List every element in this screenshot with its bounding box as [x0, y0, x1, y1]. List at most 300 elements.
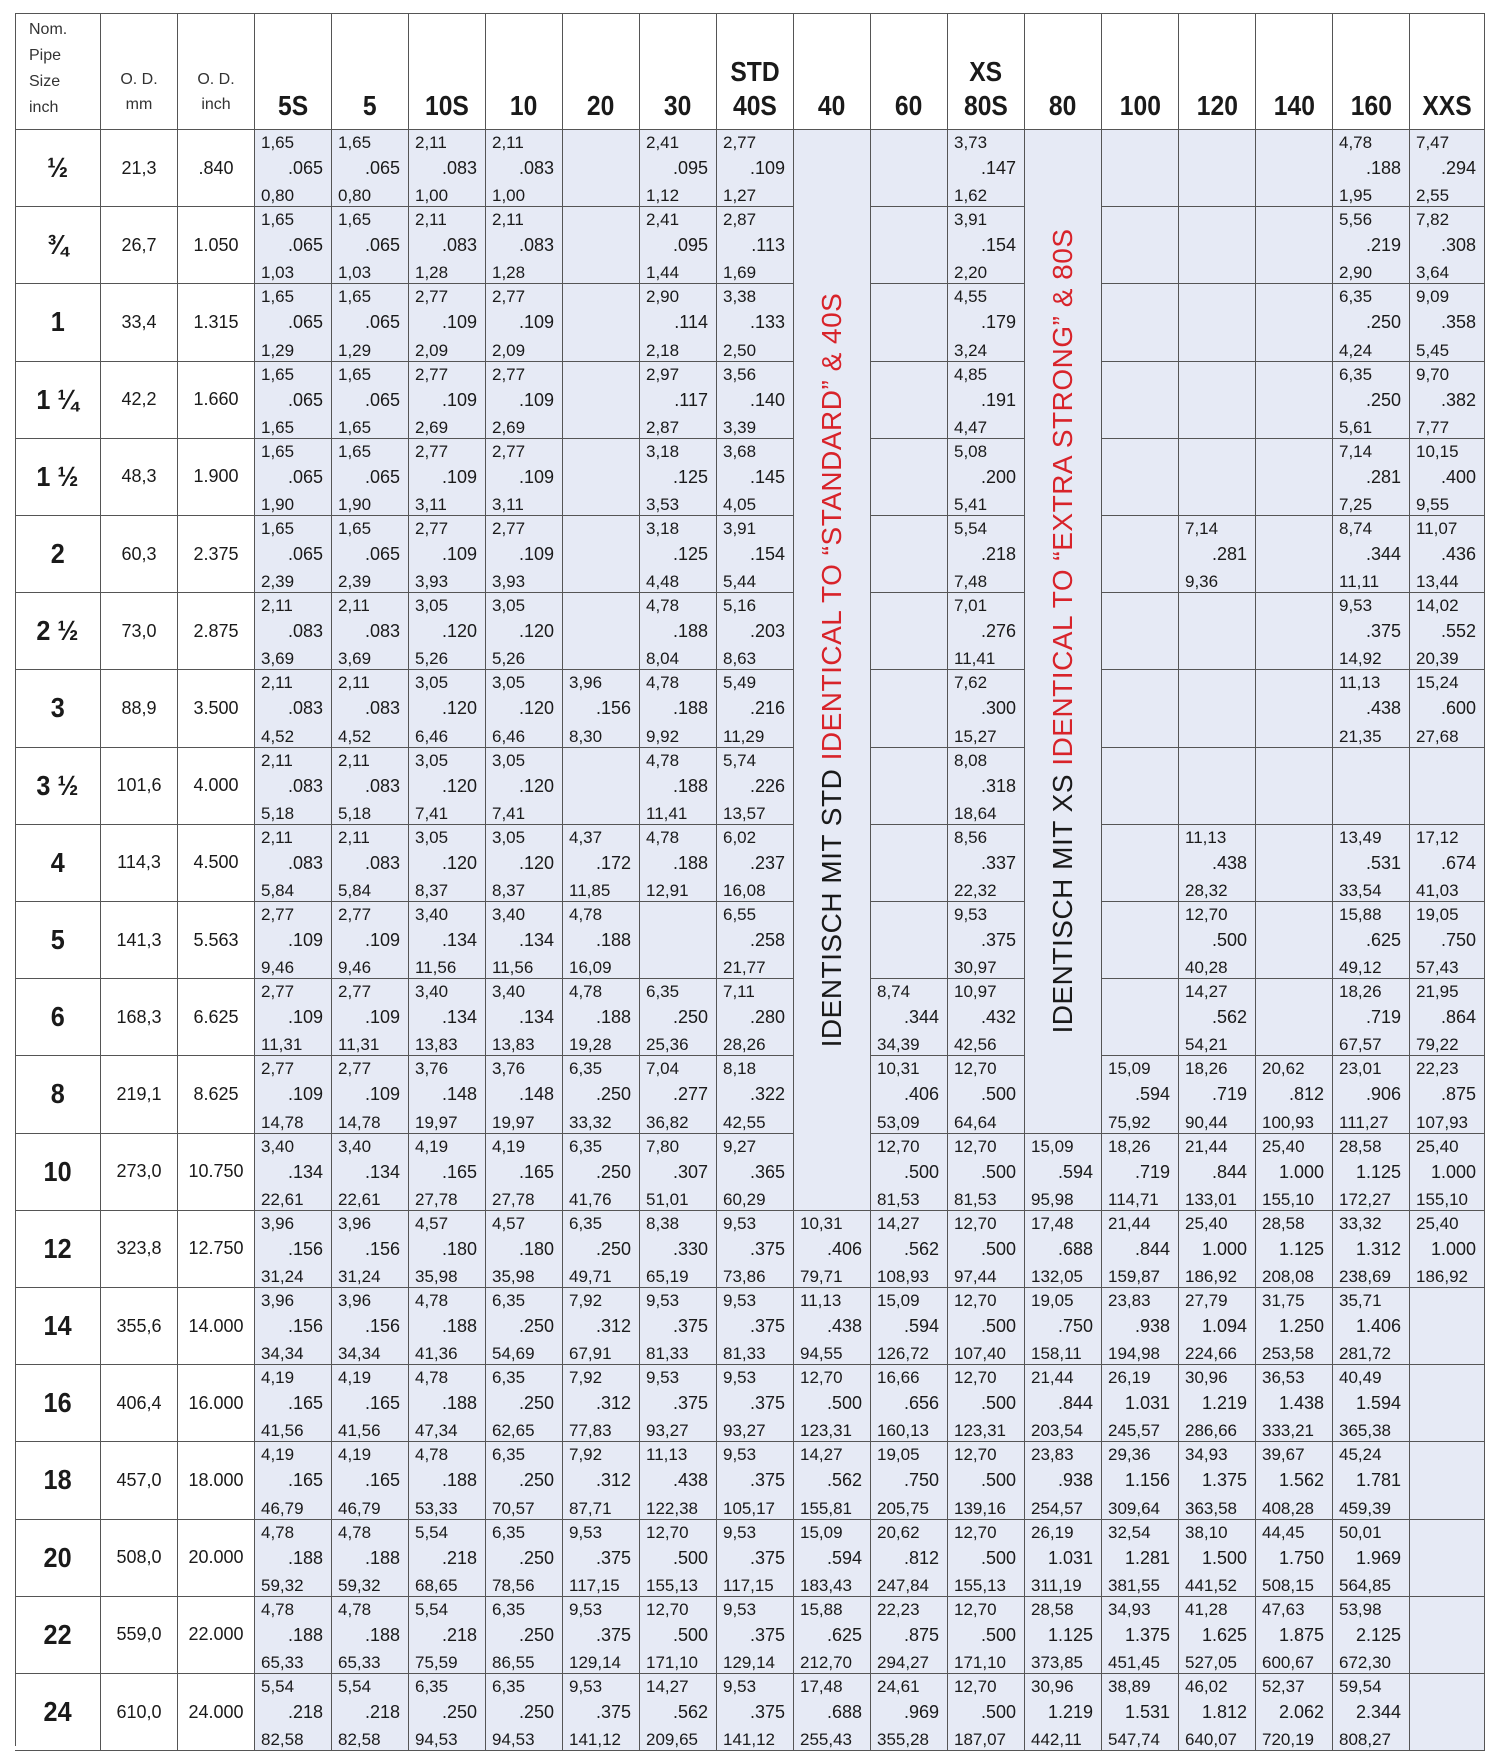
wall-thickness-mm: 1,65: [338, 364, 372, 384]
weight-kg-per-m: 1,62: [954, 186, 988, 206]
empty-cell: [1256, 284, 1333, 361]
wall-thickness-inch: .500: [980, 1393, 1016, 1414]
weight-kg-per-m: 172,27: [1339, 1189, 1391, 1209]
weight-kg-per-m: 94,53: [492, 1730, 535, 1750]
empty-cell: [563, 593, 640, 670]
weight-kg-per-m: 41,56: [261, 1421, 304, 1441]
wall-thickness-mm: 15,09: [1108, 1059, 1151, 1079]
nominal-size-label: ½: [46, 152, 69, 184]
weight-kg-per-m: 90,44: [1185, 1112, 1228, 1132]
wall-thickness-inch: .500: [980, 1238, 1016, 1259]
weight-kg-per-m: 4,48: [646, 572, 680, 592]
weight-kg-per-m: 11,29: [723, 726, 765, 746]
empty-cell: [1102, 670, 1179, 747]
wall-thickness-mm: 18,26: [1185, 1059, 1228, 1079]
weight-kg-per-m: 79,22: [1416, 1035, 1459, 1055]
wall-thickness-cell: [563, 1597, 640, 1674]
wall-thickness-inch: 1.781: [1355, 1470, 1401, 1491]
weight-kg-per-m: 2,69: [415, 417, 449, 437]
empty-cell: [1256, 902, 1333, 979]
wall-thickness-cell: [640, 516, 717, 593]
wall-thickness-cell: [948, 748, 1025, 825]
wall-thickness-mm: 9,53: [723, 1213, 757, 1233]
weight-kg-per-m: 15,27: [954, 726, 997, 746]
wall-thickness-cell: [563, 1365, 640, 1442]
wall-thickness-mm: 47,63: [1262, 1599, 1305, 1619]
weight-kg-per-m: 203,54: [1031, 1421, 1083, 1441]
header-schedule: [640, 13, 717, 130]
weight-kg-per-m: 208,08: [1262, 1266, 1314, 1286]
wall-thickness-cell: [1333, 1365, 1410, 1442]
wall-thickness-inch: .438: [1365, 698, 1401, 719]
wall-thickness-mm: 3,05: [492, 596, 526, 616]
wall-thickness-mm: 25,40: [1416, 1213, 1459, 1233]
nominal-size-label: 1 ¼: [36, 383, 79, 415]
wall-thickness-inch: .594: [1134, 1084, 1170, 1105]
wall-thickness-inch: .180: [441, 1238, 477, 1259]
wall-thickness-cell: [409, 284, 486, 361]
weight-kg-per-m: 75,59: [415, 1652, 458, 1672]
od-inch: [178, 1520, 255, 1597]
weight-kg-per-m: 7,41: [415, 803, 449, 823]
weight-kg-per-m: 1,90: [338, 494, 372, 514]
wall-thickness-inch: .109: [518, 312, 554, 333]
wall-thickness-inch: .134: [441, 930, 477, 951]
nominal-size: [15, 825, 101, 902]
wall-thickness-inch: .188: [287, 1547, 323, 1568]
weight-kg-per-m: 41,56: [338, 1421, 381, 1441]
wall-thickness-cell: [332, 130, 409, 207]
wall-thickness-inch: .120: [518, 621, 554, 642]
weight-kg-per-m: 19,97: [415, 1112, 458, 1132]
weight-kg-per-m: 160,13: [877, 1421, 929, 1441]
wall-thickness-cell: [1179, 1288, 1256, 1365]
weight-kg-per-m: 187,07: [954, 1730, 1006, 1750]
wall-thickness-cell: [1025, 1288, 1102, 1365]
nominal-size: [15, 1056, 101, 1133]
wall-thickness-cell: [1256, 1597, 1333, 1674]
weight-kg-per-m: 155,10: [1416, 1189, 1468, 1209]
od-mm: [101, 1442, 178, 1519]
wall-thickness-mm: 11,13: [800, 1291, 842, 1310]
wall-thickness-inch: .308: [1440, 235, 1476, 256]
od-inch-value: 12.750: [188, 1238, 244, 1259]
od-mm: [101, 1365, 178, 1442]
od-inch: [178, 1134, 255, 1211]
nominal-size: [15, 1520, 101, 1597]
wall-thickness-cell: [717, 1288, 794, 1365]
weight-kg-per-m: 21,77: [723, 958, 766, 978]
wall-thickness-cell: [1333, 1520, 1410, 1597]
od-inch-value: 1.050: [193, 234, 239, 255]
header-schedule-label: STD: [730, 56, 780, 87]
wall-thickness-inch: .145: [749, 466, 785, 487]
wall-thickness-mm: 35,71: [1339, 1291, 1382, 1310]
weight-kg-per-m: 2,18: [646, 340, 680, 360]
wall-thickness-inch: .188: [287, 1624, 323, 1645]
wall-thickness-cell: [409, 130, 486, 207]
wall-thickness-cell: [1333, 902, 1410, 979]
wall-thickness-mm: 30,96: [1185, 1368, 1228, 1388]
wall-thickness-inch: .218: [364, 1702, 400, 1723]
weight-kg-per-m: 59,32: [338, 1575, 381, 1595]
od-inch-value: 2.875: [193, 620, 239, 641]
wall-thickness-inch: .065: [287, 158, 323, 179]
od-mm-value: 273,0: [116, 1161, 162, 1182]
wall-thickness-cell: [717, 1520, 794, 1597]
weight-kg-per-m: 5,41: [954, 494, 988, 514]
wall-thickness-inch: .188: [672, 775, 708, 796]
header-schedule-label: 10S: [425, 90, 469, 121]
wall-thickness-inch: .156: [364, 1316, 400, 1337]
weight-kg-per-m: 31,24: [338, 1266, 381, 1286]
wall-thickness-mm: 4,19: [261, 1445, 295, 1465]
weight-kg-per-m: 70,57: [492, 1498, 535, 1518]
wall-thickness-mm: 20,62: [1262, 1059, 1305, 1079]
wall-thickness-cell: [1410, 1211, 1485, 1288]
wall-thickness-mm: 2,77: [415, 287, 449, 307]
wall-thickness-cell: [794, 1520, 871, 1597]
weight-kg-per-m: 8,63: [723, 649, 757, 669]
od-mm-value: 219,1: [116, 1083, 162, 1104]
wall-thickness-inch: .134: [518, 930, 554, 951]
wall-thickness-inch: .844: [1057, 1393, 1093, 1414]
weight-kg-per-m: 33,54: [1339, 880, 1382, 900]
wall-thickness-mm: 2,11: [338, 673, 370, 693]
wall-thickness-mm: 21,44: [1031, 1368, 1074, 1388]
wall-thickness-mm: 3,56: [723, 364, 757, 384]
weight-kg-per-m: 3,69: [261, 649, 295, 669]
od-inch: [178, 130, 255, 207]
weight-kg-per-m: 81,53: [877, 1189, 920, 1209]
wall-thickness-mm: 8,08: [954, 750, 988, 770]
weight-kg-per-m: 365,38: [1339, 1421, 1391, 1441]
wall-thickness-inch: .065: [287, 235, 323, 256]
weight-kg-per-m: 3,69: [338, 649, 372, 669]
wall-thickness-mm: 3,40: [492, 982, 526, 1002]
wall-thickness-cell: [948, 1597, 1025, 1674]
wall-thickness-cell: [717, 1056, 794, 1133]
weight-kg-per-m: 34,34: [338, 1344, 381, 1364]
weight-kg-per-m: 245,57: [1108, 1421, 1160, 1441]
wall-thickness-cell: [717, 1442, 794, 1519]
wall-thickness-inch: .250: [518, 1316, 554, 1337]
wall-thickness-inch: .500: [980, 1702, 1016, 1723]
header-schedule-label: XS: [969, 56, 1003, 87]
od-mm: [101, 902, 178, 979]
od-mm: [101, 207, 178, 284]
weight-kg-per-m: 75,92: [1108, 1112, 1151, 1132]
wall-thickness-cell: [486, 439, 563, 516]
wall-thickness-mm: 3,96: [338, 1213, 372, 1233]
wall-thickness-cell: [640, 593, 717, 670]
wall-thickness-inch: .500: [980, 1470, 1016, 1491]
wall-thickness-inch: .114: [674, 312, 708, 333]
wall-thickness-mm: 4,78: [646, 673, 680, 693]
wall-thickness-mm: 34,93: [1185, 1445, 1228, 1465]
wall-thickness-cell: [640, 130, 717, 207]
weight-kg-per-m: 8,37: [415, 880, 449, 900]
weight-kg-per-m: 286,66: [1185, 1421, 1237, 1441]
wall-thickness-inch: .109: [749, 158, 785, 179]
wall-thickness-mm: 2,77: [261, 1059, 295, 1079]
weight-kg-per-m: 363,58: [1185, 1498, 1237, 1518]
wall-thickness-cell: [871, 1442, 948, 1519]
wall-thickness-inch: .109: [364, 1084, 400, 1105]
empty-cell: [1102, 979, 1179, 1056]
wall-thickness-inch: .250: [518, 1470, 554, 1491]
empty-cell: [1410, 1365, 1485, 1442]
wall-thickness-mm: 19,05: [1416, 905, 1459, 924]
wall-thickness-inch: 1.312: [1355, 1238, 1401, 1259]
nominal-size-label: 14: [43, 1310, 72, 1342]
header-schedule: [332, 13, 409, 130]
empty-cell: [871, 902, 948, 979]
wall-thickness-mm: 18,26: [1108, 1136, 1151, 1156]
wall-thickness-mm: 14,27: [800, 1445, 843, 1465]
weight-kg-per-m: 171,10: [954, 1652, 1006, 1672]
wall-thickness-inch: .969: [903, 1702, 939, 1723]
wall-thickness-inch: 1.406: [1355, 1316, 1401, 1337]
wall-thickness-cell: [255, 670, 332, 747]
weight-kg-per-m: 600,67: [1262, 1652, 1314, 1672]
wall-thickness-mm: 6,35: [492, 1522, 526, 1542]
nominal-size-label: 22: [43, 1618, 72, 1650]
wall-thickness-inch: 1.031: [1124, 1393, 1170, 1414]
wall-thickness-inch: .218: [441, 1547, 477, 1568]
od-inch: [178, 1288, 255, 1365]
wall-thickness-cell: [717, 130, 794, 207]
wall-thickness-cell: [1333, 284, 1410, 361]
wall-thickness-cell: [717, 902, 794, 979]
empty-cell: [871, 362, 948, 439]
wall-thickness-cell: [486, 670, 563, 747]
weight-kg-per-m: 87,71: [569, 1498, 612, 1518]
weight-kg-per-m: 3,39: [723, 417, 757, 437]
nominal-size: [15, 516, 101, 593]
header-schedule: [563, 13, 640, 130]
od-inch-value: .840: [198, 157, 234, 178]
weight-kg-per-m: 139,16: [954, 1498, 1006, 1518]
weight-kg-per-m: 65,33: [261, 1652, 304, 1672]
wall-thickness-mm: 4,19: [492, 1136, 526, 1156]
weight-kg-per-m: 28,32: [1185, 880, 1228, 900]
wall-thickness-mm: 12,70: [954, 1213, 997, 1233]
empty-cell: [1410, 1597, 1485, 1674]
weight-kg-per-m: 3,24: [954, 340, 988, 360]
weight-kg-per-m: 527,05: [1185, 1652, 1237, 1672]
wall-thickness-cell: [332, 748, 409, 825]
wall-thickness-cell: [1333, 979, 1410, 1056]
nominal-size: [15, 1365, 101, 1442]
wall-thickness-inch: .277: [672, 1084, 708, 1105]
empty-cell: [1102, 748, 1179, 825]
wall-thickness-mm: 46,02: [1185, 1677, 1228, 1696]
empty-cell: [1102, 207, 1179, 284]
weight-kg-per-m: 808,27: [1339, 1730, 1391, 1750]
wall-thickness-mm: 2,11: [492, 133, 524, 152]
weight-kg-per-m: 126,72: [877, 1344, 929, 1364]
wall-thickness-mm: 12,70: [954, 1599, 997, 1619]
weight-kg-per-m: 2,69: [492, 417, 526, 437]
wall-thickness-mm: 9,53: [646, 1368, 680, 1388]
wall-thickness-mm: 2,11: [261, 827, 293, 847]
wall-thickness-mm: 2,11: [261, 596, 293, 616]
weight-kg-per-m: 294,27: [877, 1652, 929, 1672]
empty-cell: [1256, 979, 1333, 1056]
wall-thickness-cell: [1179, 1134, 1256, 1211]
nominal-size-label: 3: [50, 692, 65, 724]
empty-cell: [1410, 1442, 1485, 1519]
od-mm: [101, 825, 178, 902]
header-od-inch: [178, 13, 255, 130]
wall-thickness-mm: 9,09: [1416, 287, 1450, 307]
od-inch: [178, 1211, 255, 1288]
wall-thickness-cell: [1256, 1134, 1333, 1211]
od-inch: [178, 1442, 255, 1519]
weight-kg-per-m: 59,32: [261, 1575, 304, 1595]
weight-kg-per-m: 1,65: [338, 417, 372, 437]
wall-thickness-mm: 12,70: [646, 1522, 689, 1542]
wall-thickness-inch: .375: [749, 1547, 785, 1568]
wall-thickness-inch: .188: [364, 1547, 400, 1568]
wall-thickness-cell: [1256, 1365, 1333, 1442]
weight-kg-per-m: 186,92: [1416, 1266, 1468, 1286]
wall-thickness-mm: 7,47: [1416, 133, 1450, 152]
weight-kg-per-m: 54,69: [492, 1344, 535, 1364]
nominal-size-label: 1 ½: [36, 460, 79, 492]
weight-kg-per-m: 35,98: [492, 1266, 535, 1286]
wall-thickness-cell: [1333, 1056, 1410, 1133]
weight-kg-per-m: 141,12: [569, 1730, 621, 1750]
weight-kg-per-m: 7,77: [1416, 417, 1450, 437]
wall-thickness-cell: [640, 979, 717, 1056]
wall-thickness-inch: 2.125: [1355, 1624, 1401, 1645]
wall-thickness-mm: 1,65: [261, 441, 295, 461]
wall-thickness-inch: .500: [980, 1547, 1016, 1568]
wall-thickness-cell: [871, 1365, 948, 1442]
od-mm-value: 114,3: [117, 852, 161, 873]
wall-thickness-cell: [486, 284, 563, 361]
empty-cell: [1333, 748, 1410, 825]
wall-thickness-mm: 20,62: [877, 1522, 920, 1542]
wall-thickness-inch: .656: [903, 1393, 939, 1414]
header-schedule-label: 100: [1119, 90, 1161, 121]
wall-thickness-inch: .375: [749, 1470, 785, 1491]
weight-kg-per-m: 281,72: [1339, 1344, 1391, 1364]
wall-thickness-inch: 1.219: [1201, 1393, 1247, 1414]
wall-thickness-cell: [948, 979, 1025, 1056]
empty-cell: [871, 439, 948, 516]
weight-kg-per-m: 1,27: [723, 186, 757, 206]
od-inch: [178, 979, 255, 1056]
weight-kg-per-m: 100,93: [1262, 1112, 1314, 1132]
od-mm: [101, 1134, 178, 1211]
wall-thickness-cell: [871, 1597, 948, 1674]
od-mm-value: 355,6: [116, 1315, 162, 1336]
weight-kg-per-m: 254,57: [1031, 1498, 1083, 1518]
weight-kg-per-m: 14,78: [338, 1112, 381, 1132]
weight-kg-per-m: 155,13: [646, 1575, 698, 1595]
empty-cell: [1102, 516, 1179, 593]
wall-thickness-mm: 28,58: [1031, 1599, 1074, 1619]
weight-kg-per-m: 2,39: [338, 572, 372, 592]
wall-thickness-inch: .375: [749, 1393, 785, 1414]
wall-thickness-cell: [1025, 1365, 1102, 1442]
od-inch: [178, 1597, 255, 1674]
nominal-size: [15, 670, 101, 747]
wall-thickness-cell: [1333, 207, 1410, 284]
wall-thickness-inch: .312: [595, 1470, 631, 1491]
wall-thickness-inch: .165: [518, 1161, 554, 1182]
wall-thickness-mm: 15,09: [877, 1291, 920, 1310]
wall-thickness-inch: .156: [595, 698, 631, 719]
wall-thickness-mm: 36,53: [1262, 1368, 1305, 1388]
wall-thickness-inch: .531: [1365, 852, 1401, 873]
wall-thickness-inch: .083: [518, 158, 554, 179]
wall-thickness-cell: [1102, 1211, 1179, 1288]
wall-thickness-cell: [1102, 1056, 1179, 1133]
weight-kg-per-m: 94,53: [415, 1730, 458, 1750]
empty-cell: [1179, 207, 1256, 284]
wall-thickness-inch: .500: [672, 1547, 708, 1568]
weight-kg-per-m: 1,03: [338, 263, 372, 283]
wall-thickness-inch: .406: [903, 1084, 939, 1105]
wall-thickness-mm: 4,78: [338, 1599, 372, 1619]
weight-kg-per-m: 41,03: [1416, 880, 1459, 900]
wall-thickness-inch: 1.500: [1201, 1547, 1247, 1568]
od-mm: [101, 670, 178, 747]
wall-thickness-inch: .113: [751, 235, 785, 256]
wall-thickness-cell: [409, 825, 486, 902]
wall-thickness-mm: 28,58: [1339, 1136, 1382, 1156]
wall-thickness-inch: .719: [1365, 1007, 1401, 1028]
wall-thickness-mm: 7,92: [569, 1291, 603, 1310]
wall-thickness-cell: [563, 1520, 640, 1597]
nominal-size: [15, 207, 101, 284]
wall-thickness-inch: .375: [749, 1316, 785, 1337]
wall-thickness-inch: .400: [1440, 466, 1476, 487]
weight-kg-per-m: 224,66: [1185, 1344, 1237, 1364]
wall-thickness-mm: 2,77: [492, 287, 526, 307]
wall-thickness-mm: 8,74: [877, 982, 911, 1002]
weight-kg-per-m: 123,31: [954, 1421, 1006, 1441]
od-mm-value: 406,4: [116, 1392, 162, 1413]
wall-thickness-mm: 19,05: [1031, 1291, 1074, 1310]
od-inch-value: 18.000: [188, 1469, 244, 1490]
empty-cell: [871, 670, 948, 747]
weight-kg-per-m: 107,93: [1416, 1112, 1468, 1132]
wall-thickness-mm: 6,35: [492, 1599, 526, 1619]
wall-thickness-inch: .688: [826, 1702, 862, 1723]
wall-thickness-cell: [640, 362, 717, 439]
wall-thickness-cell: [332, 1211, 409, 1288]
wall-thickness-mm: 3,05: [492, 750, 526, 770]
empty-cell: [1179, 284, 1256, 361]
wall-thickness-mm: 3,05: [415, 596, 449, 616]
weight-kg-per-m: 81,53: [954, 1189, 997, 1209]
wall-thickness-cell: [794, 1442, 871, 1519]
wall-thickness-mm: 14,27: [877, 1213, 920, 1233]
weight-kg-per-m: 16,09: [569, 958, 612, 978]
weight-kg-per-m: 22,61: [338, 1189, 381, 1209]
weight-kg-per-m: 1,95: [1339, 186, 1373, 206]
wall-thickness-inch: .065: [364, 389, 400, 410]
header-od-inch-line: inch: [201, 96, 231, 113]
wall-thickness-cell: [255, 1365, 332, 1442]
weight-kg-per-m: 14,78: [261, 1112, 304, 1132]
od-mm-value: 559,0: [116, 1624, 162, 1645]
